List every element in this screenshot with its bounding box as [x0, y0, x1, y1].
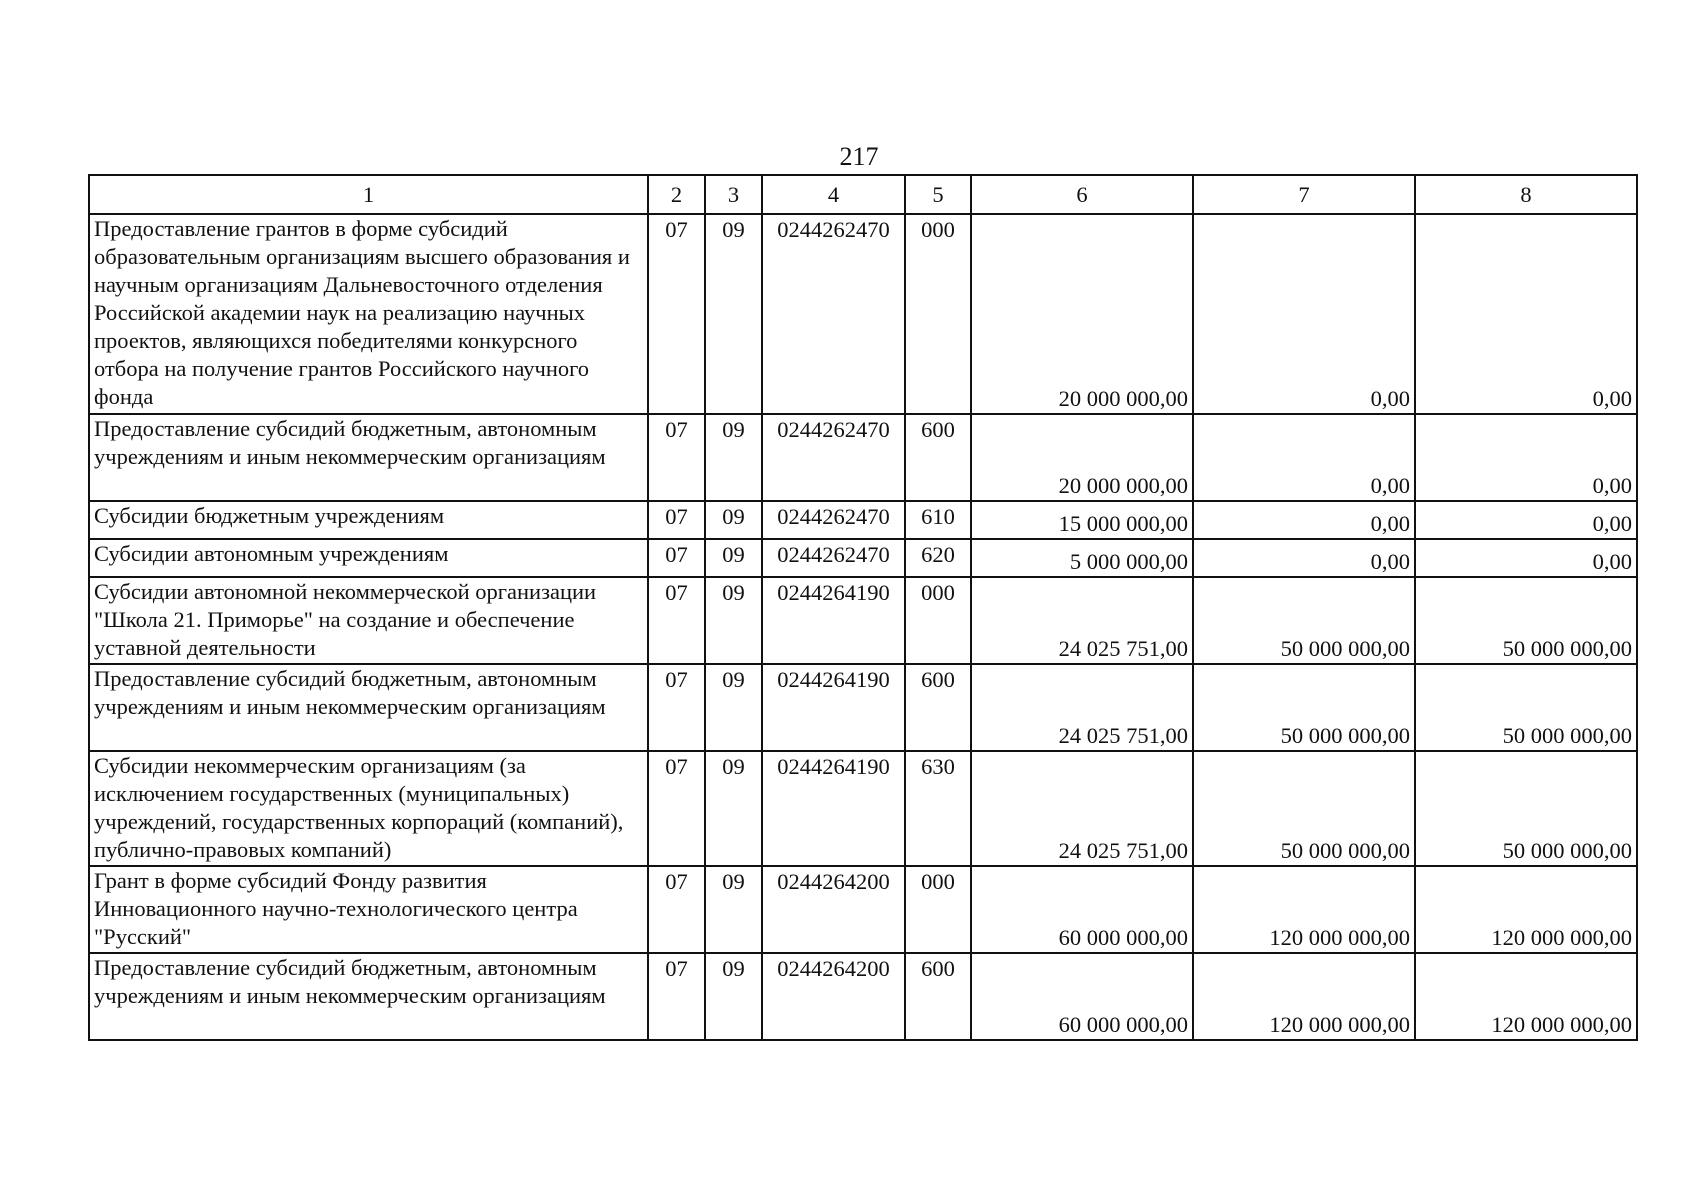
subsection-code: 09: [705, 953, 762, 1040]
table-row: [89, 214, 1637, 414]
amount-col-7: 0,00: [1193, 501, 1415, 539]
amount-col-7: 0,00: [1193, 414, 1415, 501]
table-row: [89, 414, 1637, 501]
amount-col-8: 0,00: [1415, 414, 1637, 501]
target-article-code: 0244262470: [762, 214, 905, 414]
amount-col-6: 24 025 751,00: [971, 577, 1193, 664]
amount-col-8: 0,00: [1415, 214, 1637, 414]
column-header: 8: [1415, 175, 1637, 214]
subsection-code: 09: [705, 414, 762, 501]
table-row: [89, 866, 1637, 953]
table-row: [89, 539, 1637, 577]
page-number: 217: [839, 142, 879, 171]
section-code: 07: [648, 214, 705, 414]
amount-col-8: 120 000 000,00: [1415, 866, 1637, 953]
column-header: 7: [1193, 175, 1415, 214]
table-row: [89, 664, 1637, 751]
expense-name: Грант в форме субсидий Фонду развития Инновационного научно-технологического центра "Русский": [89, 866, 648, 953]
expense-type-code: 000: [905, 214, 971, 414]
target-article-code: 0244264190: [762, 664, 905, 751]
expense-type-code: 600: [905, 414, 971, 501]
expense-type-code: 610: [905, 501, 971, 539]
amount-col-6: 20 000 000,00: [971, 214, 1193, 414]
amount-col-8: 0,00: [1415, 501, 1637, 539]
column-header: 5: [905, 175, 971, 214]
expense-name: Предоставление грантов в форме субсидий образовательным организациям высшего образования и научным организациям Дальневосточного отделения Российской академии наук на реализацию научных проектов, являющихся победителями конкурсного отбора на получение грантов Российского научного фонда: [89, 214, 648, 414]
target-article-code: 0244264200: [762, 953, 905, 1040]
amount-col-7: 0,00: [1193, 214, 1415, 414]
amount-col-6: 60 000 000,00: [971, 953, 1193, 1040]
amount-col-6: 15 000 000,00: [971, 501, 1193, 539]
target-article-code: 0244264200: [762, 866, 905, 953]
section-code: 07: [648, 501, 705, 539]
table-header-row: [89, 175, 1637, 214]
table-row: [89, 501, 1637, 539]
section-code: 07: [648, 866, 705, 953]
expense-type-code: 600: [905, 664, 971, 751]
subsection-code: 09: [705, 866, 762, 953]
column-header: 3: [705, 175, 762, 214]
amount-col-8: 0,00: [1415, 539, 1637, 577]
amount-col-7: 50 000 000,00: [1193, 664, 1415, 751]
amount-col-7: 120 000 000,00: [1193, 953, 1415, 1040]
target-article-code: 0244264190: [762, 751, 905, 866]
amount-col-7: 120 000 000,00: [1193, 866, 1415, 953]
subsection-code: 09: [705, 214, 762, 414]
budget-table: [88, 174, 1638, 1041]
section-code: 07: [648, 953, 705, 1040]
amount-col-6: 60 000 000,00: [971, 866, 1193, 953]
table-row: [89, 751, 1637, 866]
subsection-code: 09: [705, 664, 762, 751]
section-code: 07: [648, 414, 705, 501]
section-code: 07: [648, 664, 705, 751]
amount-col-6: 5 000 000,00: [971, 539, 1193, 577]
target-article-code: 0244262470: [762, 414, 905, 501]
amount-col-7: 50 000 000,00: [1193, 751, 1415, 866]
column-header: 6: [971, 175, 1193, 214]
section-code: 07: [648, 539, 705, 577]
target-article-code: 0244264190: [762, 577, 905, 664]
expense-type-code: 620: [905, 539, 971, 577]
subsection-code: 09: [705, 751, 762, 866]
amount-col-6: 20 000 000,00: [971, 414, 1193, 501]
expense-name: Субсидии бюджетным учреждениям: [89, 501, 648, 539]
subsection-code: 09: [705, 577, 762, 664]
amount-col-7: 0,00: [1193, 539, 1415, 577]
expense-name: Субсидии автономным учреждениям: [89, 539, 648, 577]
target-article-code: 0244262470: [762, 501, 905, 539]
expense-name: Предоставление субсидий бюджетным, автономным учреждениям и иным некоммерческим организациям: [89, 664, 648, 751]
expense-type-code: 000: [905, 866, 971, 953]
table-row: [89, 577, 1637, 664]
expense-name: Субсидии автономной некоммерческой организации "Школа 21. Приморье" на создание и обеспечение уставной деятельности: [89, 577, 648, 664]
expense-type-code: 600: [905, 953, 971, 1040]
expense-type-code: 630: [905, 751, 971, 866]
subsection-code: 09: [705, 501, 762, 539]
subsection-code: 09: [705, 539, 762, 577]
section-code: 07: [648, 751, 705, 866]
amount-col-6: 24 025 751,00: [971, 751, 1193, 866]
amount-col-8: 120 000 000,00: [1415, 953, 1637, 1040]
expense-name: Предоставление субсидий бюджетным, автономным учреждениям и иным некоммерческим организациям: [89, 953, 648, 1040]
expense-name: Предоставление субсидий бюджетным, автономным учреждениям и иным некоммерческим организациям: [89, 414, 648, 501]
column-header: 4: [762, 175, 905, 214]
amount-col-8: 50 000 000,00: [1415, 577, 1637, 664]
expense-type-code: 000: [905, 577, 971, 664]
expense-name: Субсидии некоммерческим организациям (за исключением государственных (муниципальных) учреждений, государственных корпораций (компаний), публично-правовых компаний): [89, 751, 648, 866]
amount-col-8: 50 000 000,00: [1415, 664, 1637, 751]
column-header: 2: [648, 175, 705, 214]
amount-col-6: 24 025 751,00: [971, 664, 1193, 751]
section-code: 07: [648, 577, 705, 664]
target-article-code: 0244262470: [762, 539, 905, 577]
amount-col-7: 50 000 000,00: [1193, 577, 1415, 664]
column-header: 1: [89, 175, 648, 214]
table-row: [89, 953, 1637, 1040]
amount-col-8: 50 000 000,00: [1415, 751, 1637, 866]
